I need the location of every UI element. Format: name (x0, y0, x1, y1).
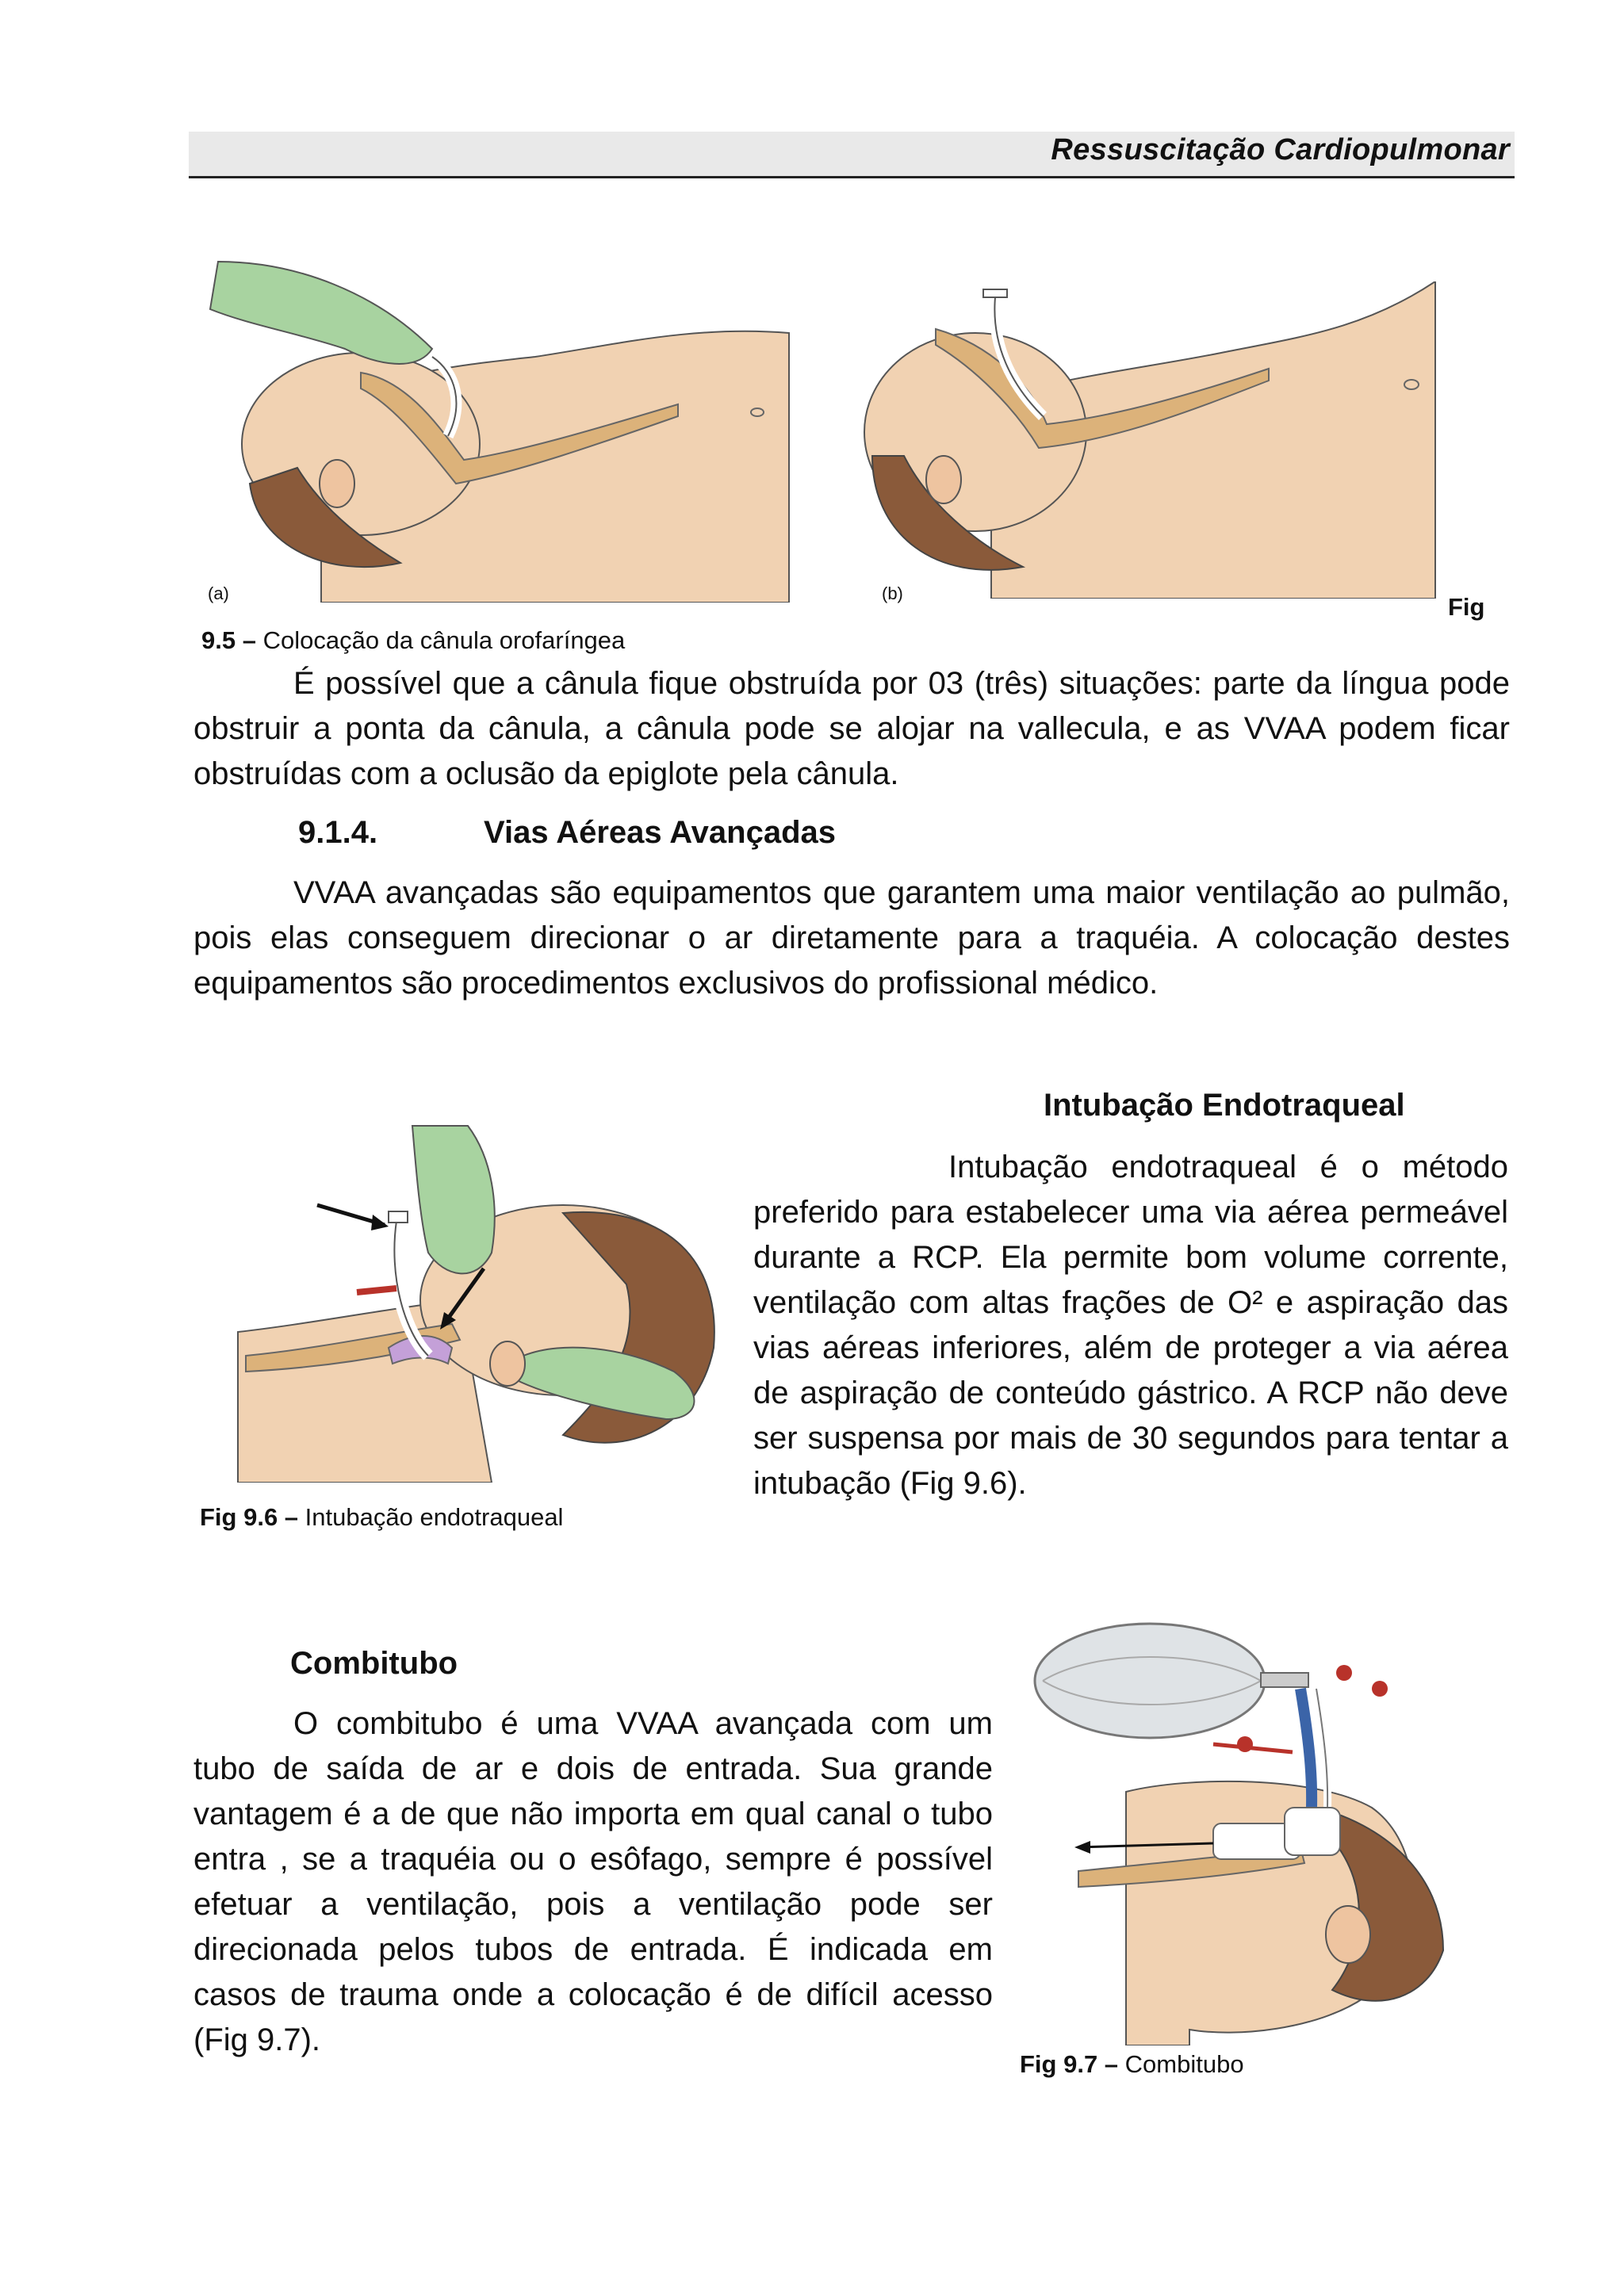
paragraph-obstruction: É possível que a cânula fique obstruída por 03 (três) situações: parte da língua pode obstruir a ponta da cânula, a cânula pode se alojar na vallecula, e as VVAA podem ficar obstruídas com a oclusão da epiglote pela cânula. (193, 666, 1510, 791)
figure-9-7-caption-text: Combitubo (1124, 2050, 1244, 2078)
figure-9-5b (856, 281, 1443, 599)
figure-9-7-caption (1020, 2050, 1244, 2079)
running-header (189, 132, 1515, 178)
paragraph-vias-aereas: VVAA avançadas são equipamentos que garantem uma maior ventilação ao pulmão, pois elas conseguem direcionar o ar diretamente para a traquéia. A colocação destes equipamentos são procedimentos exclusivos do profissional médico. (193, 875, 1510, 1001)
figure-9-7-caption-number: Fig 9.7 – (1020, 2050, 1119, 2078)
figure-9-6-caption (200, 1503, 563, 1532)
combitube-illustration (1031, 1617, 1475, 2045)
figure-9-7 (1031, 1617, 1475, 2045)
section-title: Vias Aéreas Avançadas (484, 815, 837, 850)
figure-9-5-caption-text: Colocação da cânula orofaríngea (262, 626, 626, 654)
combitubo-heading: Combitubo (290, 1646, 458, 1681)
paragraph-combitubo: O combitubo é uma VVAA avançada com um tubo de saída de ar e dois de entrada. Sua grande vantagem é a de que não importa em qual canal o tubo entra , se a traquéia ou o esôfago, sempre é possível efetuar a ventilação, pois a ventilação pode ser direcionada pelos tubos de entrada. É indicada em casos de trauma onde a colocação é de difícil acesso (Fig 9.7). (193, 1706, 993, 2057)
paragraph-intubacao: Intubação endotraqueal é o método preferido para estabelecer uma via aérea permeável durante a RCP. Ela permite bom volume corrente, ventilação com altas frações de O² e aspiração das vias aéreas inferiores, além de proteger a via aérea de aspiração de conteúdo gástrico. A RCP não deve ser suspensa por mais de 30 segundos para tentar a intubação (Fig 9.6). (753, 1150, 1508, 1501)
figure-9-6-caption-text: Intubação endotraqueal (304, 1503, 564, 1531)
header-title: Ressuscitação Cardiopulmonar (1051, 133, 1510, 166)
figure-9-5b-label: (b) (882, 584, 903, 603)
intubacao-heading: Intubação Endotraqueal (1044, 1088, 1405, 1123)
figure-9-5-caption-prefix: Fig (1448, 593, 1485, 621)
oropharyngeal-airway-in-place-illustration (856, 281, 1443, 599)
endotracheal-intubation-illustration (230, 1094, 737, 1483)
figure-9-5-caption-number: 9.5 – (201, 626, 256, 654)
figure-9-5a-label: (a) (208, 584, 229, 603)
figure-9-5a (202, 246, 805, 603)
figure-9-6 (230, 1094, 737, 1483)
section-number: 9.1.4. (298, 815, 378, 850)
oropharyngeal-airway-insertion-illustration (202, 246, 805, 603)
figure-9-6-caption-number: Fig 9.6 – (200, 1503, 299, 1531)
figure-9-5-caption (201, 626, 625, 655)
